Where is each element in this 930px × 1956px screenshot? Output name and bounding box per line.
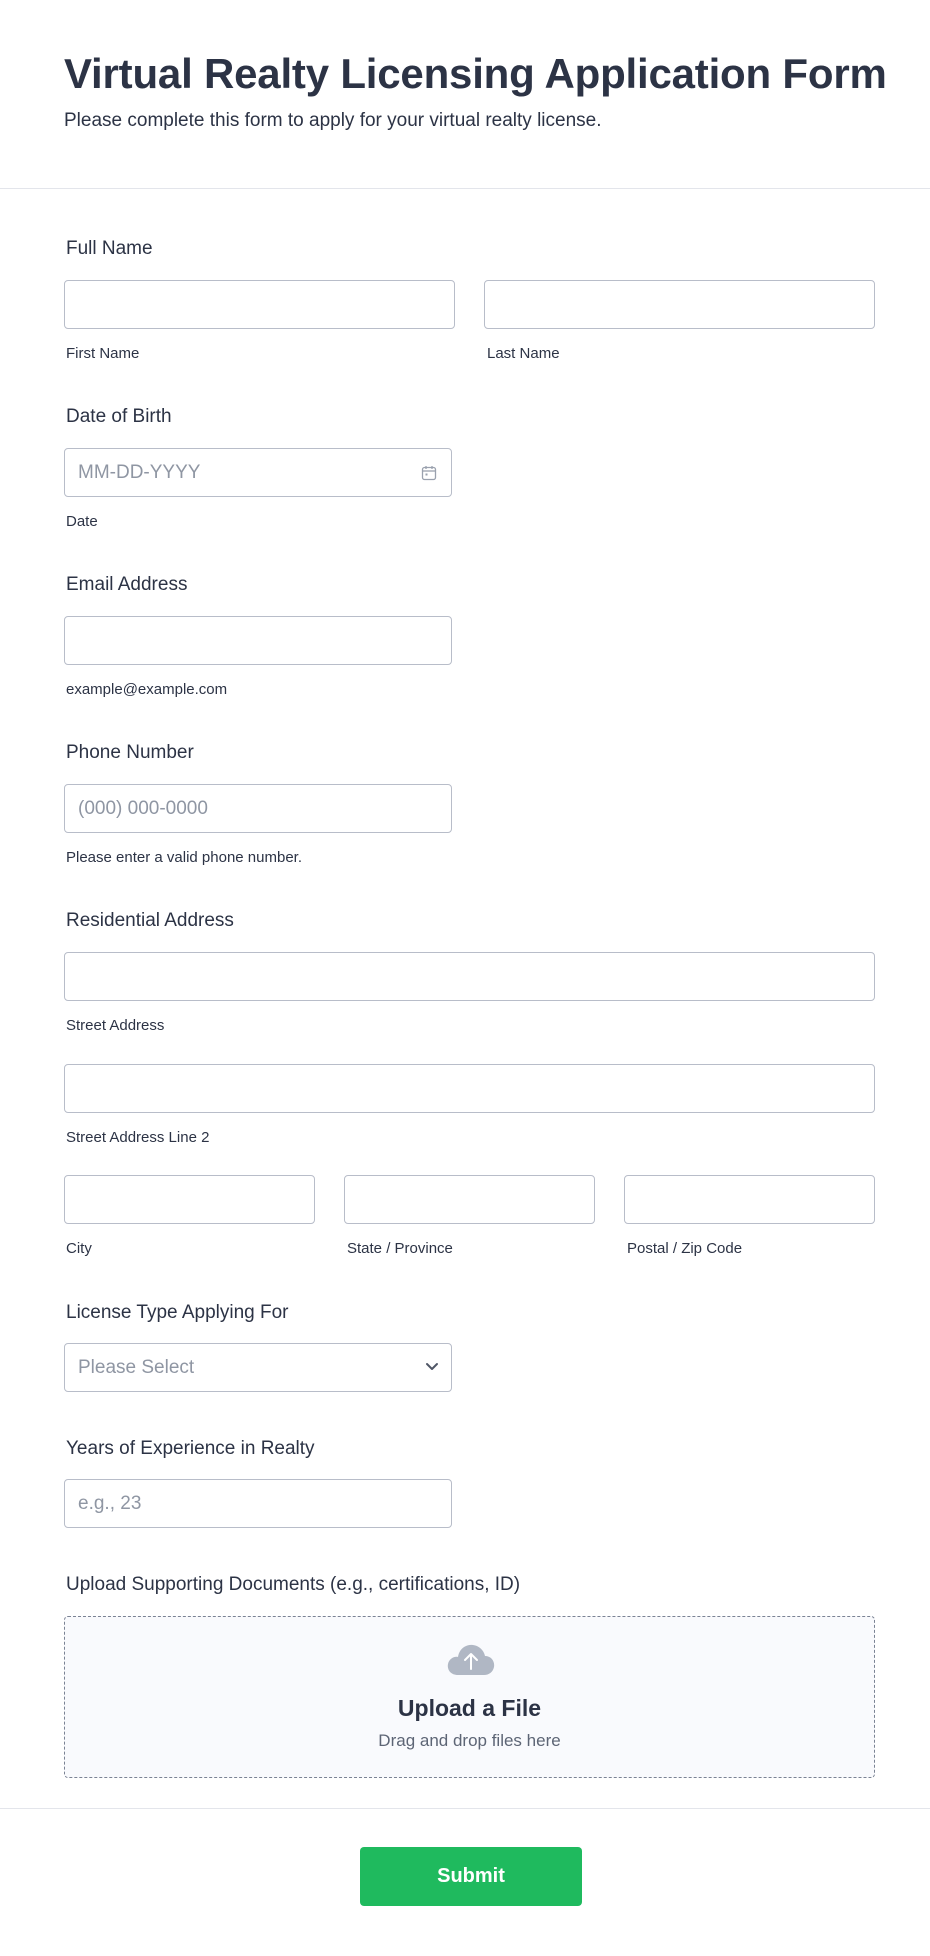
email-input[interactable] bbox=[64, 616, 452, 665]
dob-input[interactable] bbox=[64, 448, 452, 497]
zip-sublabel: Postal / Zip Code bbox=[627, 1240, 743, 1257]
street-address-line2-sublabel: Street Address Line 2 bbox=[66, 1129, 210, 1146]
cloud-upload-icon bbox=[446, 1643, 496, 1677]
state-input[interactable] bbox=[344, 1175, 595, 1224]
license-type-selected: Please Select bbox=[78, 1357, 195, 1378]
dob-sublabel: Date bbox=[66, 513, 98, 530]
first-name-sublabel: First Name bbox=[66, 345, 140, 362]
first-name-input[interactable] bbox=[64, 280, 455, 329]
calendar-icon[interactable] bbox=[421, 465, 437, 481]
experience-label: Years of Experience in Realty bbox=[66, 1438, 315, 1459]
phone-label: Phone Number bbox=[66, 742, 194, 763]
state-sublabel: State / Province bbox=[347, 1240, 453, 1257]
form-title: Virtual Realty Licensing Application Form bbox=[64, 50, 887, 97]
experience-placeholder: e.g., 23 bbox=[78, 1493, 142, 1514]
last-name-input[interactable] bbox=[484, 280, 875, 329]
license-type-select[interactable] bbox=[64, 1343, 452, 1392]
zip-input[interactable] bbox=[624, 1175, 875, 1224]
city-sublabel: City bbox=[66, 1240, 92, 1257]
street-address-sublabel: Street Address bbox=[66, 1017, 165, 1034]
upload-subtitle: Drag and drop files here bbox=[378, 1731, 561, 1750]
phone-placeholder: (000) 000-0000 bbox=[78, 798, 208, 819]
street-address-line2-input[interactable] bbox=[64, 1064, 875, 1113]
footer-divider bbox=[0, 1808, 930, 1809]
phone-sublabel: Please enter a valid phone number. bbox=[66, 849, 302, 866]
experience-input[interactable] bbox=[64, 1479, 452, 1528]
address-label: Residential Address bbox=[66, 910, 234, 931]
city-input[interactable] bbox=[64, 1175, 315, 1224]
email-label: Email Address bbox=[66, 574, 188, 595]
last-name-sublabel: Last Name bbox=[487, 345, 560, 362]
street-address-input[interactable] bbox=[64, 952, 875, 1001]
chevron-down-icon bbox=[425, 1362, 439, 1372]
upload-title: Upload a File bbox=[397, 1695, 542, 1721]
form-header bbox=[0, 0, 930, 189]
full-name-label: Full Name bbox=[66, 238, 153, 259]
dob-label: Date of Birth bbox=[66, 406, 172, 427]
submit-button[interactable]: Submit bbox=[360, 1847, 582, 1906]
dob-placeholder: MM-DD-YYYY bbox=[78, 462, 201, 483]
upload-label: Upload Supporting Documents (e.g., certifications, ID) bbox=[66, 1574, 521, 1595]
file-upload-dropzone[interactable] bbox=[64, 1616, 875, 1778]
license-type-label: License Type Applying For bbox=[66, 1302, 289, 1323]
phone-input[interactable] bbox=[64, 784, 452, 833]
email-sublabel: example@example.com bbox=[66, 681, 228, 698]
form-subtitle: Please complete this form to apply for your virtual realty license. bbox=[64, 110, 602, 131]
